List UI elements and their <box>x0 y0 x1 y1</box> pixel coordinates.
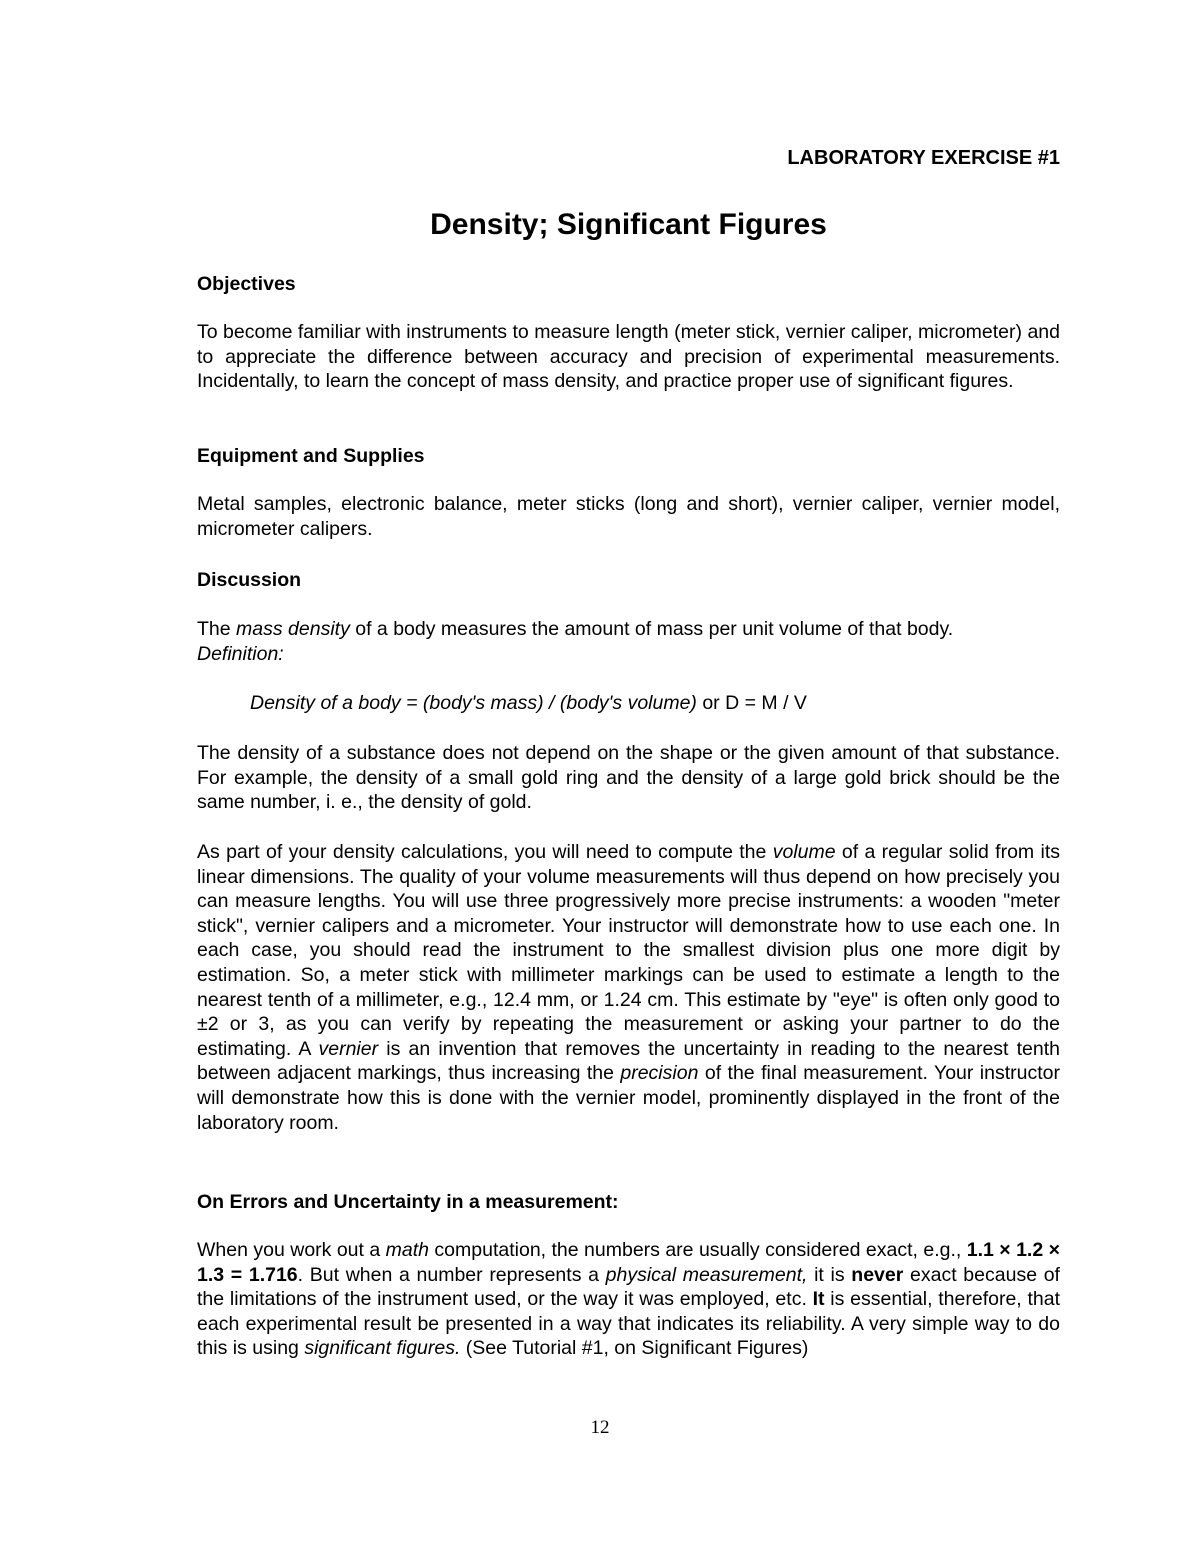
density-substance-paragraph: The density of a substance does not depend on the shape or the given amount of that substance. For example, the density of a small gold ring and the density of a large gold brick should be the same number, i. e., the density of gold. <box>197 742 1060 814</box>
errors-paragraph: When you work out a math computation, the numbers are usually considered exact, e.g., 1.1 × 1.2 × 1.3 = 1.716. But when a number represents a physical measurement, it is never exact because of the limitations of the instrument used, or the way it was employed, etc. It is essential, therefore, that each experimental result be presented in a way that indicates its reliability. A very simple way to do this is using significant figures. (See Tutorial #1, on Significant Figures) <box>197 1239 1061 1360</box>
objectives-paragraph: To become familiar with instruments to measure length (meter stick, vernier caliper, micrometer) and to appreciate the difference between accuracy and precision of experimental measurements. Incidentally, to learn the concept of mass density, and practice proper use of significant figures. <box>197 321 1060 393</box>
volume-measurement-paragraph: As part of your density calculations, you will need to compute the volume of a regular solid from its linear dimensions. The quality of your volume measurements will thus depend on how precisely you can measure lengths. You will use three progressively more precise instruments: a wooden "meter stick", vernier calipers and a micrometer. Your instructor will demonstrate how to use each one. In each case, you should read the instrument to the smallest division plus one more digit by estimation. So, a meter stick with millimeter markings can be used to estimate a length to the nearest tenth of a millimeter, e.g., 12.4 mm, or 1.24 cm. This estimate by "eye" is often only good to ±2 or 3, as you can verify by repeating the measurement or asking your partner to do the estimating. A vernier is an invention that removes the uncertainty in reading to the nearest tenth between adjacent markings, thus increasing the precision of the final measurement. Your instructor will demonstrate how this is done with the vernier model, prominently displayed in the front of the laboratory room. <box>197 841 1061 1134</box>
page-number: 12 <box>590 1417 610 1438</box>
discussion-intro-paragraph: The mass density of a body measures the amount of mass per unit volume of that body. Definition: <box>197 618 954 665</box>
errors-heading: On Errors and Uncertainty in a measurement: <box>197 1191 619 1213</box>
exercise-label: LABORATORY EXERCISE #1 <box>787 147 1060 169</box>
page-title: Density; Significant Figures <box>430 208 827 241</box>
equipment-heading: Equipment and Supplies <box>197 445 425 467</box>
density-formula: Density of a body = (body's mass) / (body's volume) or D = M / V <box>250 692 807 714</box>
equipment-paragraph: Metal samples, electronic balance, meter sticks (long and short), vernier caliper, vernier model, micrometer calipers. <box>197 493 1060 540</box>
discussion-heading: Discussion <box>197 569 302 591</box>
objectives-heading: Objectives <box>197 273 296 295</box>
